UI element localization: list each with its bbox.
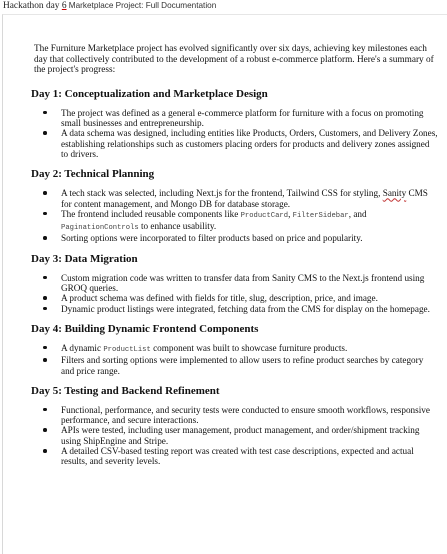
day-5-heading: Day 5: Testing and Backend Refinement (31, 384, 220, 397)
code-product-list: ProductList (103, 345, 151, 354)
day-1-list (34, 108, 438, 159)
list-item: A tech stack was selected, including Next.js for the frontend, Tailwind CSS for styling, Sanity CMS for content management, and Mongo DB for database storage. (34, 188, 438, 209)
day-1-heading: Day 1: Conceptualization and Marketplace Design (31, 87, 268, 100)
bullet-icon (43, 428, 47, 432)
list-item: Sorting options were incorporated to filter products based on price and popularity. (34, 233, 438, 243)
list-item: Filters and sorting options were implemented to allow users to refine product searches by category and price range. (34, 355, 438, 376)
header-prefix: Hackathon day (3, 1, 62, 11)
day-3-heading: Day 3: Data Migration (31, 252, 138, 265)
list-item: A dynamic ProductList component was built to showcase furniture products. (34, 343, 438, 355)
list-item: APIs were tested, including user management, product management, and order/shipment tracking using ShipEngine and Stripe. (34, 425, 438, 446)
list-item: A data schema was designed, including entities like Products, Orders, Customers, and Delivery Zones, establishing relationships such as customers placing orders for products and delivery zones assigned to drivers. (34, 128, 438, 159)
day-4-list (34, 343, 438, 376)
bullet-icon (43, 191, 47, 195)
bullet-icon (43, 131, 47, 135)
day-4-heading: Day 4: Building Dynamic Frontend Components (31, 322, 259, 335)
day-5-list (34, 405, 438, 467)
bullet-icon (43, 236, 47, 240)
code-pagination-controls: PaginationControls (61, 224, 139, 233)
header-day-number: 6 (61, 1, 67, 11)
list-item: A detailed CSV-based testing report was created with test case descriptions, expected and actual results, and severity levels. (34, 446, 438, 467)
bullet-icon (43, 212, 47, 216)
bullet-icon (43, 307, 47, 311)
list-item: The project was defined as a general e-commerce platform for furniture with a focus on promoting small businesses and entrepreneurship. (34, 108, 438, 129)
bullet-icon (43, 276, 47, 280)
document-header (3, 1, 216, 11)
list-item: A product schema was defined with fields for title, slug, description, price, and image. (34, 293, 438, 303)
day-2-list (34, 188, 438, 243)
document-body (31, 44, 438, 476)
day-2-heading: Day 2: Technical Planning (31, 168, 155, 181)
bullet-icon (43, 449, 47, 453)
code-filter-sidebar: FilterSidebar (292, 211, 349, 220)
bullet-icon (43, 346, 47, 350)
header-title: Marketplace Project: Full Documentation (66, 1, 217, 10)
bullet-icon (43, 296, 47, 300)
list-item: Custom migration code was written to transfer data from Sanity CMS to the Next.js frontend using GROQ queries. (34, 273, 438, 294)
bullet-icon (43, 358, 47, 362)
code-product-card: ProductCard (240, 211, 289, 220)
list-item: Dynamic product listings were integrated, fetching data from the CMS for display on the homepage. (34, 304, 438, 314)
bullet-icon (43, 111, 47, 115)
day-3-list (34, 273, 438, 314)
bullet-icon (43, 408, 47, 412)
intro-paragraph: The Furniture Marketplace project has evolved significantly over six days, achieving key milestones each day that collectively contributed to the development of a robust e-commerce platform. Here's a summary of the project's progress: (34, 44, 434, 76)
list-item: Functional, performance, and security tests were conducted to ensure smooth workflows, responsive performance, and secure interactions. (34, 405, 438, 426)
list-item: The frontend included reusable components like ProductCard, FilterSidebar, and PaginationControls to enhance usability. (34, 209, 438, 234)
